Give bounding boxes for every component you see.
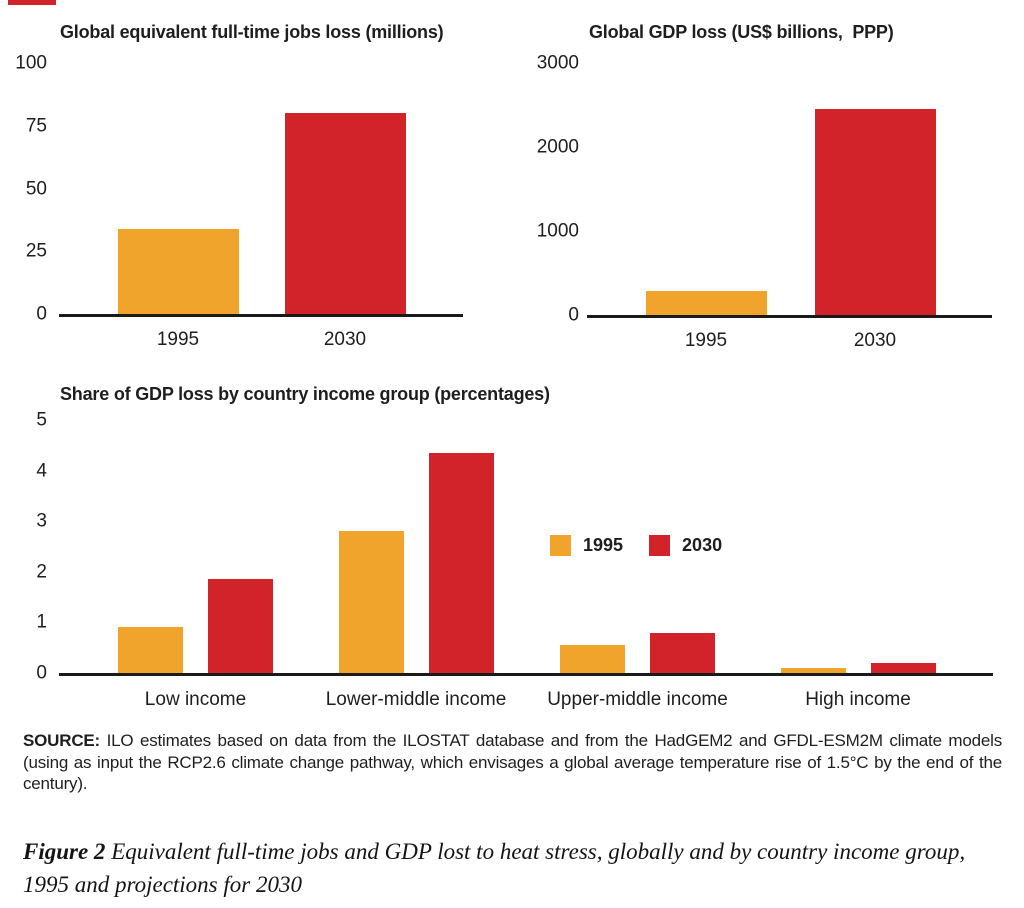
y-axis-tick-label: 2000: [536, 136, 579, 158]
source-text: ILO estimates based on data from the ILOSTAT database and from the HadGEM2 and GFDL-ESM2M climate models (using as input the RCP2.6 climate change pathway, which envisages a global average temperature rise of 1.5°C by the end of the century).: [23, 731, 1002, 793]
bar-1995-low-income: [118, 627, 183, 673]
chart-title-gdp-share: Share of GDP loss by country income group (percentages): [60, 384, 550, 404]
x-axis-category-label: 1995: [156, 329, 200, 350]
y-axis-tick-label: 0: [568, 304, 579, 326]
bar-2030-lower-middle-income: [429, 453, 494, 673]
bar-1995-upper-middle-income: [560, 645, 625, 673]
y-axis-tick-label: 3: [36, 510, 47, 532]
y-axis-tick-label: 25: [25, 240, 47, 262]
legend-item-1995: [550, 535, 623, 556]
x-axis-category-label: 2030: [323, 329, 367, 350]
x-axis-line: [59, 673, 993, 676]
legend-swatch-1995-orange: [550, 535, 571, 556]
x-axis-category-label: Lower-middle income: [325, 689, 507, 710]
bar-2030-upper-middle-income: [650, 633, 715, 673]
y-axis-tick-label: 5: [36, 409, 47, 431]
y-axis-tick-label: 2: [36, 561, 47, 583]
figure-caption-label: Figure 2: [23, 839, 106, 864]
y-axis-tick-label: 100: [15, 52, 47, 74]
x-axis-category-label: 2030: [853, 330, 897, 351]
y-axis-tick-label: 75: [25, 115, 47, 137]
y-axis-tick-label: 3000: [536, 52, 579, 74]
source-note: [23, 730, 1002, 795]
x-axis-category-label: Upper-middle income: [547, 689, 728, 710]
source-label: SOURCE:: [23, 731, 100, 750]
bar-2030-low-income: [208, 579, 273, 673]
x-axis-category-label: High income: [805, 689, 911, 710]
chart-title-jobs-loss: Global equivalent full-time jobs loss (millions): [60, 22, 444, 42]
legend: [550, 535, 722, 556]
y-axis-tick-label: 4: [36, 460, 47, 482]
bar-1995-lower-middle-income: [339, 531, 404, 673]
bar-2030-high-income: [871, 663, 936, 673]
legend-label-2030: 2030: [682, 535, 723, 555]
y-axis-tick-label: 0: [36, 662, 47, 684]
figure-caption-text: Equivalent full-time jobs and GDP lost to heat stress, globally and by country income group, 1995 and projections for 2030: [23, 839, 966, 897]
x-axis-category-label: Low income: [144, 689, 247, 710]
y-axis-tick-label: 1: [36, 611, 47, 633]
y-axis-tick-label: 50: [25, 178, 47, 199]
legend-label-1995: 1995: [583, 535, 624, 555]
chart-title-gdp-loss: Global GDP loss (US$ billions, PPP): [589, 22, 894, 42]
y-axis-tick-label: 0: [36, 303, 47, 325]
legend-swatch-2030-red: [649, 535, 670, 556]
legend-item-2030: [649, 535, 722, 556]
bar-1995-high-income: [781, 668, 846, 673]
y-axis-tick-label: 1000: [536, 220, 579, 242]
figure-caption: [23, 835, 1015, 901]
x-axis-category-label: 1995: [684, 330, 728, 351]
